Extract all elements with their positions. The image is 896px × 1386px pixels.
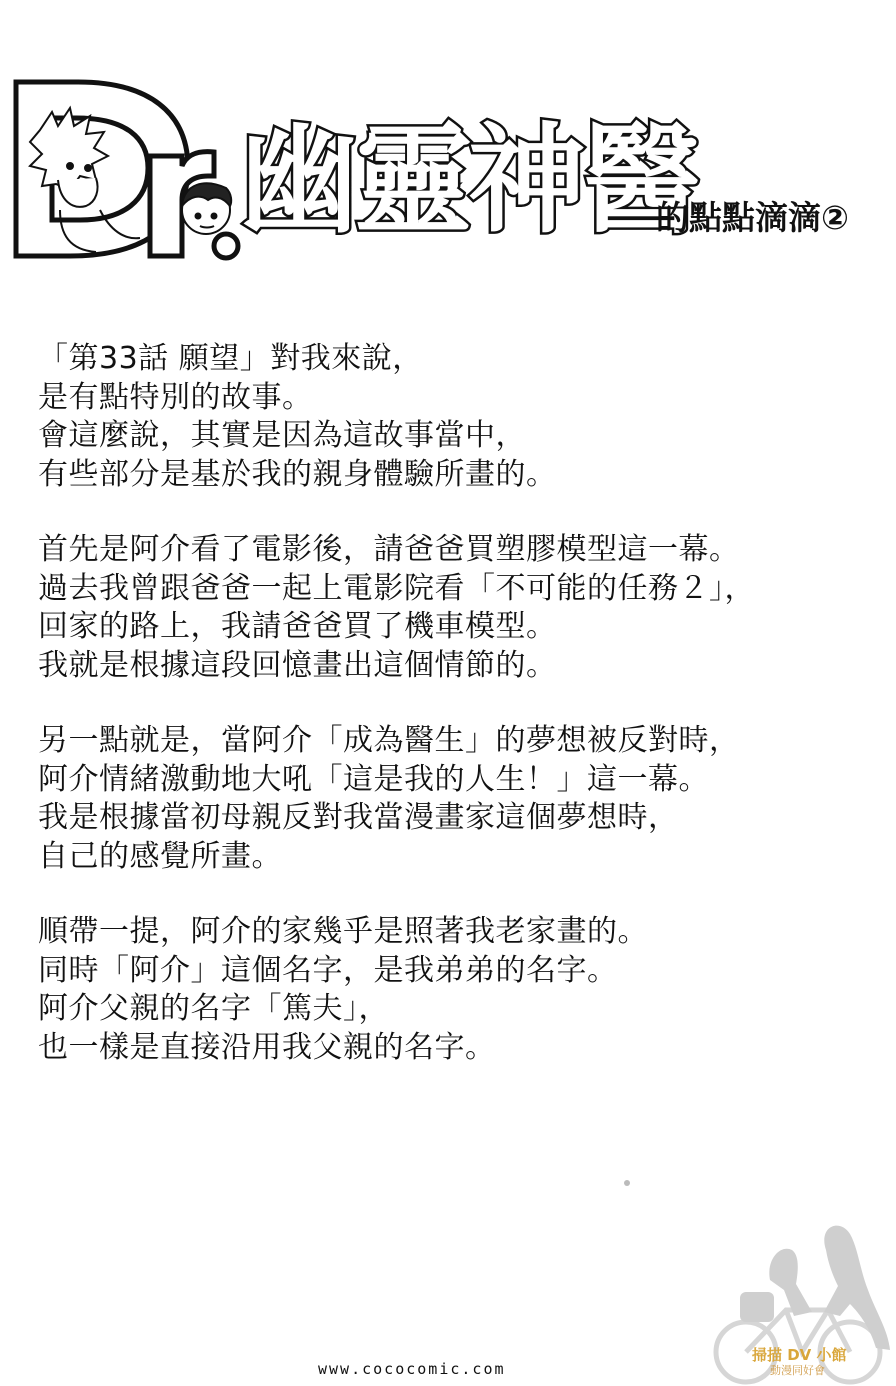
text-line: 過去我曾跟爸爸一起上電影院看「不可能的任務２」， — [38, 570, 755, 606]
title-cjk: 幽靈神醫 — [240, 111, 697, 249]
text-line: 「第33話 願望」對我來說， — [38, 341, 423, 376]
text-line: 有些部分是基於我的親身體驗所畫的。 — [38, 456, 557, 492]
text-line: 另一點就是，當阿介「成為醫生」的夢想被反對時， — [38, 723, 740, 758]
character-sketch-right — [182, 183, 231, 234]
text-line: 阿介父親的名字「篤夫」， — [38, 991, 389, 1026]
subtitle: 的點點滴滴② — [656, 198, 849, 237]
text-line: 會這麼說，其實是因為這故事當中， — [38, 418, 526, 453]
scan-speck — [624, 1180, 630, 1186]
text-line: 首先是阿介看了電影後，請爸爸買塑膠模型這一幕。 — [38, 532, 740, 567]
paragraph — [38, 531, 858, 685]
scan-credit-sub: 動漫同好會 — [770, 1364, 825, 1377]
text-line: 自己的感覺所畫。 — [38, 838, 282, 874]
text-line: 順帶一提，阿介的家幾乎是照著我老家畫的。 — [38, 914, 648, 949]
footer-url: www.cococomic.com — [318, 1360, 506, 1378]
article-body — [38, 340, 858, 1104]
text-line: 是有點特別的故事。 — [38, 379, 313, 415]
paragraph — [38, 340, 858, 494]
text-line: 我是根據當初母親反對我當漫畫家這個夢想時， — [38, 800, 679, 835]
text-line: 同時「阿介」這個名字，是我弟弟的名字。 — [38, 952, 618, 988]
text-line: 也一樣是直接沿用我父親的名字。 — [38, 1029, 496, 1065]
scan-credit: 掃描 DV 小館 — [752, 1346, 847, 1364]
text-line: 我就是根據這段回憶畫出這個情節的。 — [38, 647, 557, 683]
paragraph — [38, 913, 858, 1067]
text-line: 回家的路上，我請爸爸買了機車模型。 — [38, 609, 557, 644]
paragraph — [38, 722, 858, 876]
text-line: 阿介情緒激動地大吼「這是我的人生！」這一幕。 — [38, 761, 709, 797]
period-dot — [214, 234, 238, 258]
title-logo — [0, 60, 896, 280]
